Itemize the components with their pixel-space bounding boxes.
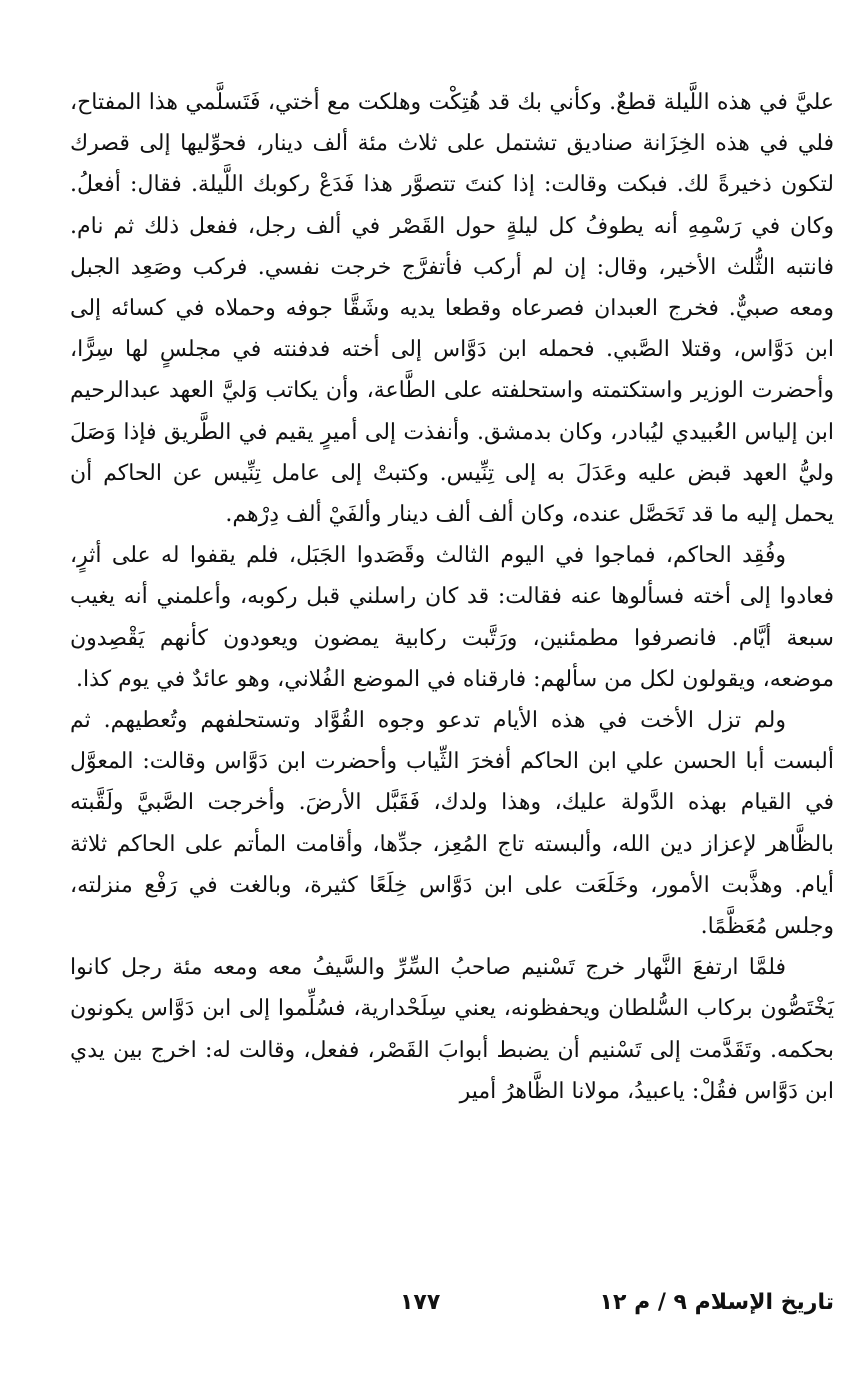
- page-number: ١٧٧: [400, 1290, 441, 1315]
- paragraph-1: عليَّ في هذه اللَّيلة قطعٌ. وكأني بك قد هُتِكْت وهلكت مع أختي، فَتَسلَّمي هذا المفتاح، فلي في هذه الخِزَانة صناديق تشتمل على ثلاث مئة ألف دينار، فحوِّليها إلى قصرك لتكون ذخيرةً لك. فبكت وقالت: إذا كنتَ تتصوَّر هذا فَدَعْ ركوبك اللَّيلة. فقال: أفعلُ. وكان في رَسْمِهِ أنه يطوفُ كل ليلةٍ حول القَصْر في ألف رجل، ففعل ذلك ثم نام. فانتبه الثُّلث الأخير، وقال: إن لم أركب فأتفرَّج خرجت نفسي. فركب وصَعِد الجبل ومعه صبيٌّ. فخرج العبدان فصرعاه وقطعا يديه وشَقَّا جوفه وحملاه في كسائه إلى ابن دَوَّاس، وقتلا الصَّبي. فحمله ابن دَوَّاس إلى أخته فدفنته في مجلسٍ لها سِرًّا، وأحضرت الوزير واستكتمته واستحلفته على الطَّاعة، وأن يكاتب وَليَّ العهد عبدالرحيم ابن إلياس العُبيدي ليُبادر، وكان بدمشق. وأنفذت إلى أميرٍ يقيم في الطَّريق فإذا وَصَلَ وليُّ العهد قبض عليه وعَدَلَ به إلى تِنِّيس. وكتبتْ إلى عامل تِنِّيس عن الحاكم أن يحمل إليه ما قد تَحَصَّل عنده، وكان ألف ألف دينار وألفَيْ ألف دِرْهم.: [70, 90, 834, 528]
- page-footer: [70, 1290, 834, 1330]
- page-body: [70, 82, 834, 1112]
- paragraph-3: ولم تزل الأخت في هذه الأيام تدعو وجوه القُوَّاد وتستحلفهم وتُعطيهم. ثم ألبست أبا الحسن علي ابن الحاكم أفخرَ الثِّياب وأحضرت ابن دَوَّاس وقالت: المعوَّل في القيام بهذه الدَّولة عليك، وهذا ولدك، فَقَبَّل الأرضَ. وأخرجت الصَّبيَّ ولَقَّبته بالظَّاهر لإعزاز دين الله، وألبسته تاج المُعِز، جدِّها، وأقامت المأتم على الحاكم ثلاثة أيام. وهذَّبت الأمور، وخَلَعَت على ابن دَوَّاس خِلَعًا كثيرة، وبالغت في رَفْع منزلته، وجلس مُعَظَّمًا.: [70, 708, 834, 940]
- paragraph-2: وفُقِد الحاكم، فماجوا في اليوم الثالث وقَصَدوا الجَبَل، فلم يقفوا له على أثرٍ، فعادوا إلى أخته فسألوها عنه فقالت: قد كان راسلني قبل ركوبه، وأعلمني أنه يغيب سبعة أيَّام. فانصرفوا مطمئنين، ورَتَّبت ركابية يمضون ويعودون كأنهم يَقْصِدون موضعه، ويقولون لكل من سألهم: فارقناه في الموضع الفُلاني، وهو عائدٌ في يوم كذا.: [70, 543, 834, 692]
- paragraph-4: فلمَّا ارتفعَ النَّهار خرج تَسْنيم صاحبُ السِّرِّ والسَّيفُ معه ومعه مئة رجل كانوا يَخْتَصُّون بركاب السُّلطان ويحفظونه، يعني سِلَحْدارية، فسُلِّموا إلى ابن دَوَّاس يكونون بحكمه. وتَقَدَّمت إلى تَسْنيم أن يضبط أبوابَ القَصْر، ففعل، وقالت له: اخرج بين يدي ابن دَوَّاس فقُلْ: ياعبيدُ، مولانا الظَّاهرُ أمير: [70, 955, 834, 1104]
- book-title: تاريخ الإسلام ٩ / م ١٢: [599, 1290, 834, 1315]
